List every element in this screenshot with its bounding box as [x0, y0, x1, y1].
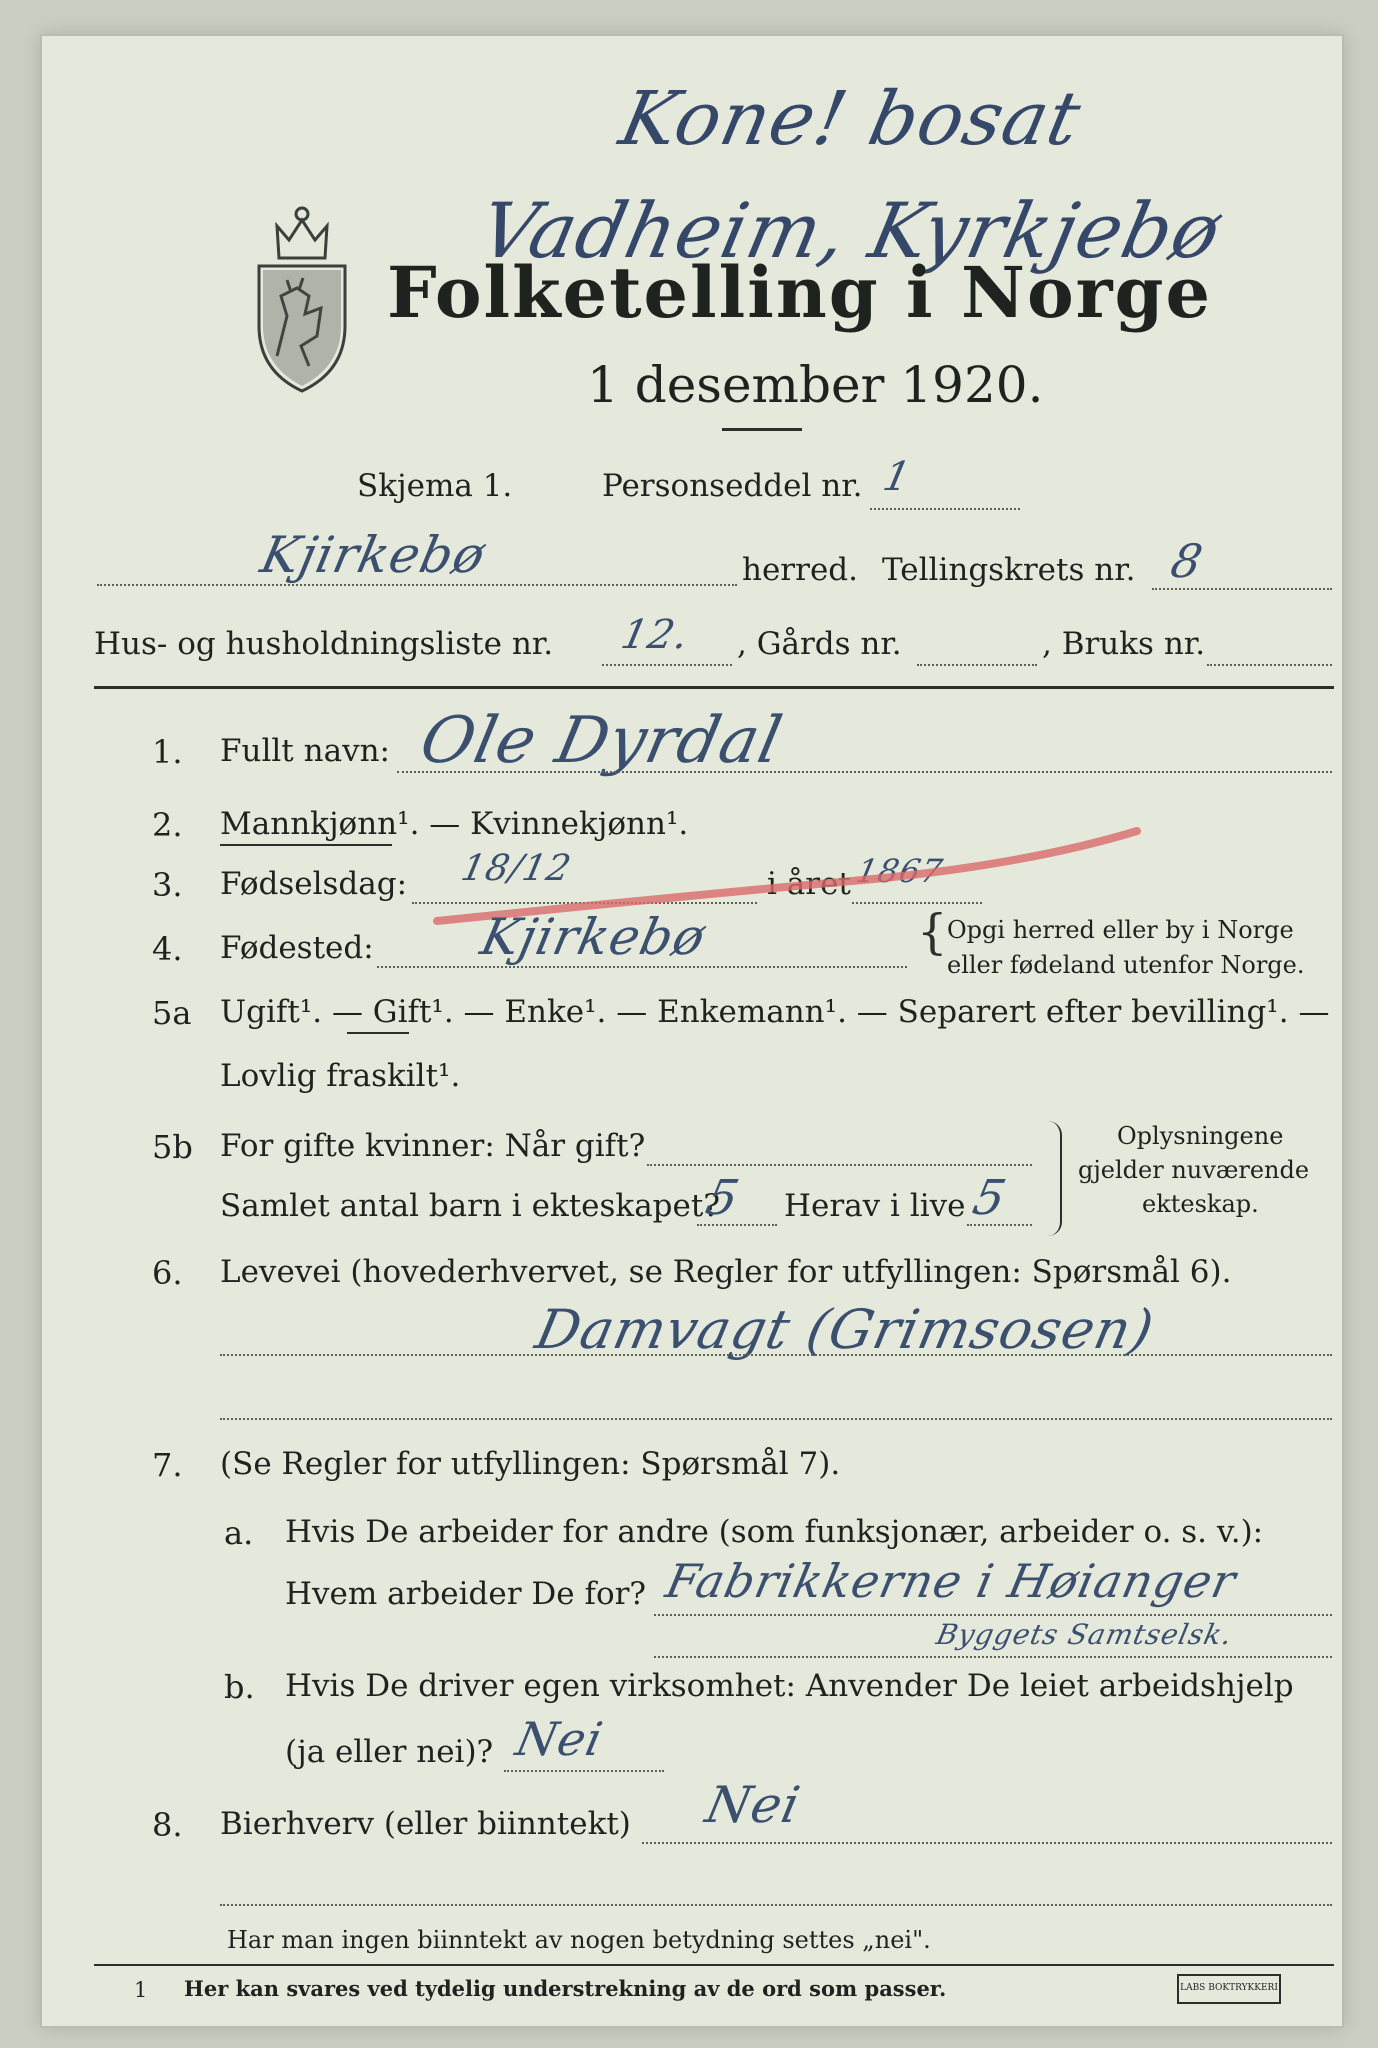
- tellingskrets-line: [1152, 588, 1332, 590]
- q5a-underline-gift: [347, 1032, 409, 1034]
- q3-label: Fødselsdag:: [220, 866, 408, 902]
- q5b-note-line1: Oplysningene: [1117, 1122, 1284, 1150]
- q7a-employer-line: [654, 1614, 1332, 1616]
- q4-note-line2: eller fødeland utenfor Norge.: [947, 951, 1305, 979]
- q5b-number: 5b: [152, 1128, 193, 1166]
- census-form-page: [42, 36, 1342, 2026]
- bruks-label: , Bruks nr.: [1042, 626, 1206, 662]
- q8-line1: [642, 1842, 1332, 1844]
- q4-brace: {: [917, 904, 948, 960]
- q7a-label: Hvis De arbeider for andre (som funksjonær, arbeider o. s. v.):: [285, 1514, 1264, 1550]
- q6-value: Damvagt (Grimsosen): [530, 1298, 1160, 1361]
- gards-label: , Gårds nr.: [737, 626, 902, 662]
- q7b-line: [504, 1770, 664, 1772]
- q5b-children-line: [697, 1224, 777, 1226]
- q3-year-value: 1867: [852, 852, 947, 890]
- bruks-line: [1207, 664, 1332, 666]
- footnote-mark: 1: [134, 1978, 148, 2002]
- q7a-employer-value2: Byggets Samtselsk.: [933, 1618, 1236, 1651]
- q5b-note-line3: ekteskap.: [1142, 1190, 1259, 1218]
- q7a-letter: a.: [224, 1514, 254, 1552]
- personseddel-label: Personseddel nr.: [602, 468, 863, 504]
- personseddel-line: [870, 508, 1020, 510]
- header-rule: [94, 686, 1334, 689]
- q4-value: Kjirkebø: [475, 908, 711, 966]
- q4-number: 4.: [152, 930, 183, 968]
- herred-label: herred.: [742, 552, 858, 588]
- q7a-employer-label: Hvem arbeider De for?: [285, 1576, 647, 1612]
- q5b-brace: [1042, 1121, 1062, 1236]
- q4-label: Fødested:: [220, 930, 374, 966]
- q6-label: Levevei (hovederhvervet, se Regler for utfyllingen: Spørsmål 6).: [220, 1254, 1232, 1290]
- tellingskrets-label: Tellingskrets nr.: [882, 552, 1136, 588]
- q3-value: 18/12: [457, 848, 576, 889]
- q8-line2: [220, 1904, 1332, 1906]
- q6-line1: [220, 1354, 1332, 1356]
- herred-value: Kjirkebø: [255, 526, 491, 584]
- husholdning-value: 12.: [617, 612, 694, 658]
- q7b-letter: b.: [224, 1668, 255, 1706]
- handwritten-top-note: Kone! bosat: [612, 76, 1089, 162]
- q5b-married-line: [647, 1164, 1032, 1166]
- q7b-label: Hvis De driver egen virksomhet: Anvender De leiet arbeidshjelp: [285, 1668, 1294, 1704]
- q5b-alive-value: 5: [968, 1170, 1012, 1226]
- q1-label: Fullt navn:: [220, 733, 390, 769]
- personseddel-value: 1: [879, 454, 916, 500]
- q7b-label-line2: (ja eller nei)?: [285, 1734, 494, 1770]
- q2-underline-mannkjonn: [220, 844, 392, 846]
- printer-stamp: LABS BOKTRYKKERI: [1177, 1974, 1281, 2004]
- q7a-employer-line2: [654, 1656, 1332, 1658]
- q1-number: 1.: [152, 733, 183, 771]
- q8-label: Bierhverv (eller biinntekt): [220, 1806, 631, 1842]
- q4-note-line1: Opgi herred eller by i Norge: [947, 916, 1294, 944]
- husholdning-label: Hus- og husholdningsliste nr.: [94, 626, 554, 662]
- q5a-number: 5a: [152, 994, 192, 1032]
- footer-note: Har man ingen biinntekt av nogen betydning settes „nei".: [227, 1926, 931, 1954]
- q5b-note-line2: gjelder nuværende: [1078, 1156, 1310, 1184]
- q8-value: Nei: [700, 1776, 806, 1834]
- q6-number: 6.: [152, 1254, 183, 1292]
- q5b-alive-label: Herav i live: [784, 1188, 966, 1224]
- title-divider: [722, 428, 802, 431]
- q3-number: 3.: [152, 866, 183, 904]
- footer-rule: [94, 1964, 1334, 1966]
- norway-coat-of-arms-icon: [247, 196, 357, 396]
- gards-line: [917, 664, 1037, 666]
- q1-line: [397, 771, 1332, 773]
- q7-label: (Se Regler for utfyllingen: Spørsmål 7).: [220, 1446, 841, 1482]
- q7-number: 7.: [152, 1446, 183, 1484]
- schema-label: Skjema 1.: [357, 468, 513, 504]
- q5b-alive-line: [967, 1224, 1032, 1226]
- q2-label: Mannkjønn¹. — Kvinnekjønn¹.: [220, 806, 689, 842]
- herred-line: [97, 584, 737, 586]
- form-date: 1 desember 1920.: [587, 356, 1044, 414]
- footnote-text: Her kan svares ved tydelig understrekning av de ord som passer.: [184, 1976, 947, 2001]
- q6-line2: [220, 1418, 1332, 1420]
- form-title: Folketelling i Norge: [387, 251, 1213, 334]
- q5b-children-label: Samlet antal barn i ekteskapet?: [220, 1188, 720, 1224]
- q5b-children-value: 5: [701, 1170, 745, 1226]
- q5b-label: For gifte kvinner: Når gift?: [220, 1128, 646, 1164]
- q5a-label: Ugift¹. — Gift¹. — Enke¹. — Enkemann¹. — Separert efter bevilling¹. —: [220, 994, 1330, 1030]
- tellingskrets-value: 8: [1166, 534, 1209, 588]
- handwritten-residence-note: Vadheim, Kyrkjebø: [472, 186, 1230, 275]
- q3-year-label: i året: [767, 866, 851, 902]
- q8-number: 8.: [152, 1806, 183, 1844]
- q4-line: [377, 966, 907, 968]
- q1-value: Ole Dyrdal: [414, 704, 789, 778]
- q5a-label-line2: Lovlig fraskilt¹.: [220, 1058, 461, 1094]
- q7b-value: Nei: [511, 1712, 608, 1766]
- q7a-employer-value: Fabrikkerne i Høianger: [661, 1554, 1242, 1608]
- q2-number: 2.: [152, 806, 183, 844]
- husholdning-line: [602, 664, 732, 666]
